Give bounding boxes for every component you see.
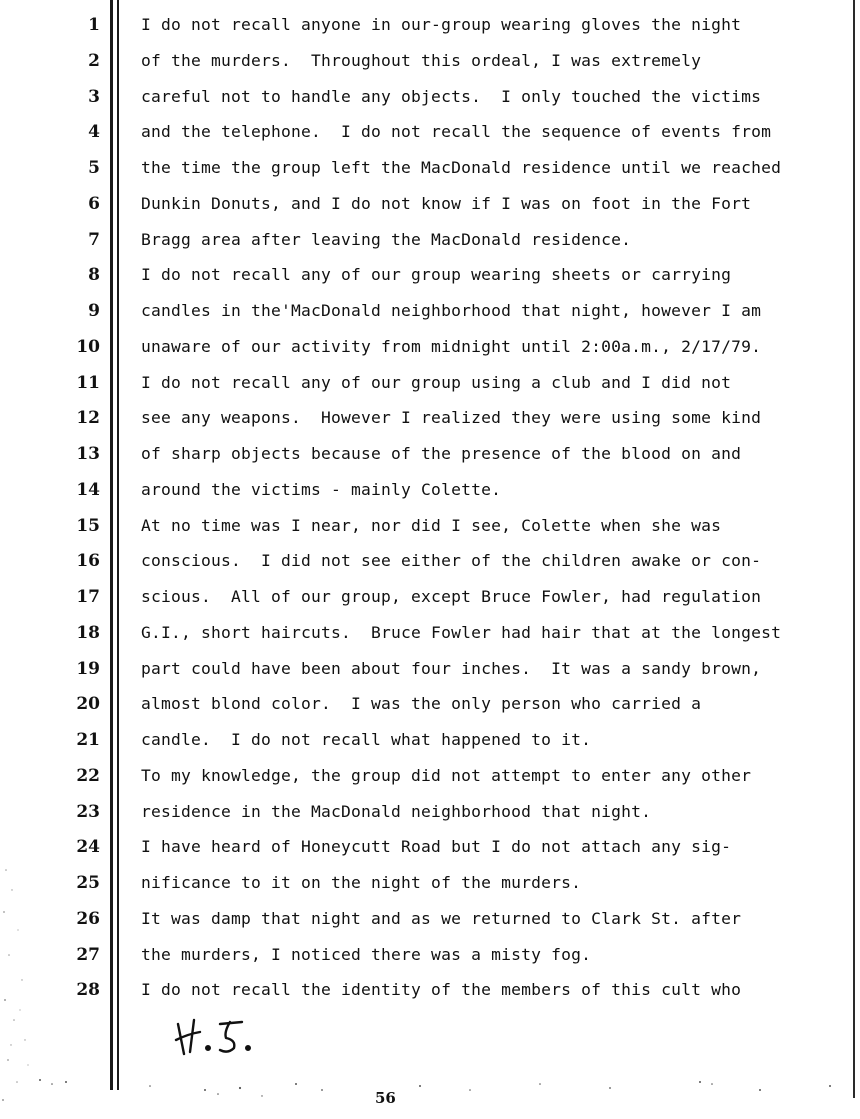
scan-bottom-specks <box>0 1060 860 1115</box>
page-number: 56 <box>375 1089 396 1107</box>
text-line: candle. I do not recall what happened to it. <box>141 730 592 749</box>
line-number: 26 <box>76 908 100 929</box>
left-margin-rule <box>110 0 113 1090</box>
text-line: candles in the'MacDonald neighborhood that night, however I am <box>141 301 762 320</box>
line-number: 27 <box>76 944 100 965</box>
right-margin-rule <box>853 0 855 1098</box>
text-line: I do not recall any of our group wearing sheets or carrying <box>141 265 732 285</box>
line-number: 28 <box>76 980 100 1001</box>
text-line: nificance to it on the night of the murders. <box>141 873 582 892</box>
line-number: 15 <box>76 515 100 536</box>
text-line: the time the group left the MacDonald residence until we reached <box>141 158 782 177</box>
handwritten-initials <box>170 1010 260 1060</box>
line-number: 21 <box>76 730 100 750</box>
text-line: conscious. I did not see either of the children awake or con- <box>141 551 762 571</box>
line-number: 23 <box>76 801 100 822</box>
line-number: 8 <box>88 265 100 286</box>
text-line: It was damp that night and as we returned to Clark St. after <box>141 908 742 928</box>
line-number: 22 <box>76 765 100 786</box>
text-line: around the victims - mainly Colette. <box>141 479 502 499</box>
line-number: 14 <box>76 479 100 500</box>
line-number: 24 <box>76 837 100 858</box>
text-line: of the murders. Throughout this ordeal, I was extremely <box>141 50 702 70</box>
line-number: 6 <box>88 193 100 214</box>
line-number: 5 <box>88 158 100 178</box>
line-number: 13 <box>76 444 100 464</box>
text-line: I have heard of Honeycutt Road but I do not attach any sig- <box>141 837 732 857</box>
line-number: 1 <box>88 15 100 35</box>
text-line: Dunkin Donuts, and I do not know if I was on foot in the Fort <box>141 193 752 213</box>
line-number: 12 <box>76 408 100 429</box>
text-line: of sharp objects because of the presence of the blood on and <box>141 444 742 463</box>
text-line: see any weapons. However I realized they were using some kind <box>141 408 762 428</box>
line-number: 9 <box>88 301 100 321</box>
text-line: Bragg area after leaving the MacDonald residence. <box>141 229 632 249</box>
text-line: I do not recall the identity of the members of this cult who <box>141 980 742 1000</box>
line-number: 7 <box>88 229 100 250</box>
text-line: unaware of our activity from midnight until 2:00a.m., 2/17/79. <box>141 336 762 356</box>
line-number: 3 <box>88 86 100 107</box>
text-line: scious. All of our group, except Bruce Fowler, had regulation <box>141 587 762 606</box>
text-line: I do not recall any of our group using a club and I did not <box>141 372 732 392</box>
line-number: 11 <box>76 372 100 393</box>
line-number: 19 <box>76 658 100 679</box>
left-margin-rule-inner <box>117 0 119 1090</box>
line-number: 2 <box>88 50 100 71</box>
text-line: At no time was I near, nor did I see, Colette when she was <box>141 515 722 535</box>
text-line: I do not recall anyone in our-group wearing gloves the night <box>141 15 742 34</box>
line-number: 18 <box>76 622 100 643</box>
line-number: 25 <box>76 873 100 893</box>
text-line: careful not to handle any objects. I only touched the victims <box>141 86 762 106</box>
line-number: 17 <box>76 587 100 607</box>
text-line: part could have been about four inches. It was a sandy brown, <box>141 658 762 678</box>
line-number: 10 <box>76 336 100 357</box>
text-line: G.I., short haircuts. Bruce Fowler had hair that at the longest <box>141 622 782 642</box>
line-number: 4 <box>88 122 100 143</box>
text-line: and the telephone. I do not recall the sequence of events from <box>141 122 772 142</box>
text-line: the murders, I noticed there was a misty fog. <box>141 944 592 964</box>
text-line: To my knowledge, the group did not attempt to enter any other <box>141 765 752 785</box>
text-line: residence in the MacDonald neighborhood that night. <box>141 801 652 821</box>
text-line: almost blond color. I was the only person who carried a <box>141 694 702 714</box>
line-number: 16 <box>76 551 100 572</box>
line-number: 20 <box>76 694 100 715</box>
